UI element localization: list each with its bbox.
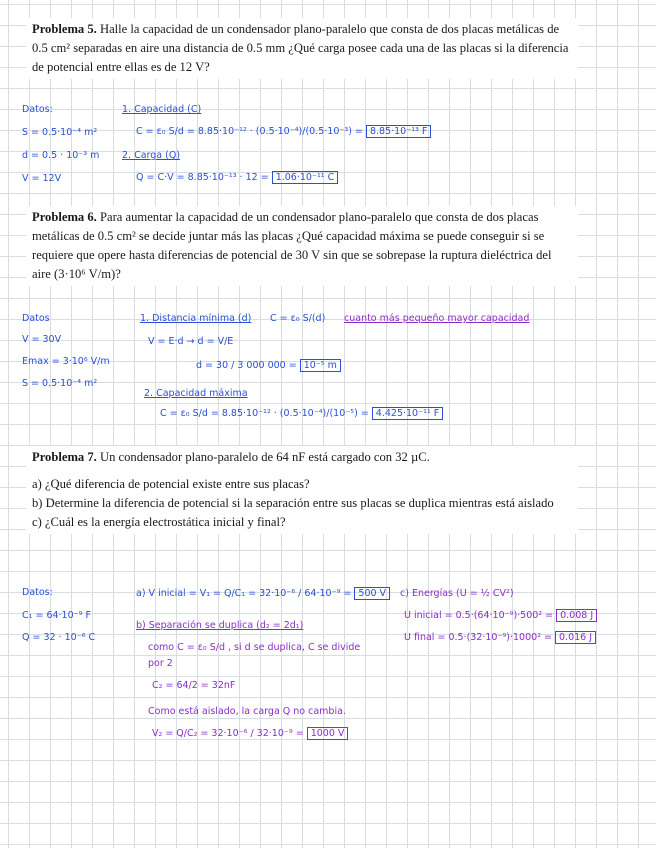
problem-5-text: Halle la capacidad de un condensador plano-paralelo que consta de dos placas metálicas de 0.5 cm² separadas en aire una distancia de 0.5 mm ¿Qué carga posee cada una de las placas si la diferencia de potencial entre ellas es de 12 V? [32, 22, 569, 74]
p7-a-formula-text: a) V inicial = V₁ = Q/C₁ = 32·10⁻⁶ / 64·10⁻⁹ = [136, 588, 352, 599]
problem-7-item-b: b) Determine la diferencia de potencial si la separación entre sus placas se duplica mientras está aislado [32, 496, 554, 510]
problem-6-text: Para aumentar la capacidad de un condensador plano-paralelo que consta de dos placas metálicas de 0.5 cm² se decide juntar más las placas ¿Qué capacidad máxima se puede conseguir si se requiere que opere hasta diferencias de potencial de 30 V sin que se sobrepase la ruptura dieléctrica del aire (3·10⁶ V/m)? [32, 210, 552, 281]
p7-b-result: 1000 V [307, 727, 349, 740]
p7-c-initial [404, 610, 597, 622]
p7-a-result: 500 V [354, 587, 390, 600]
p7-b-c2: C₂ = 64/2 = 32nF [152, 680, 236, 691]
p7-datos-label: Datos: [22, 587, 53, 598]
p6-step1-d [196, 360, 341, 372]
p5-step1-result: 8.85·10⁻¹³ F [366, 125, 431, 138]
p5-data-d: d = 0.5 · 10⁻³ m [22, 150, 100, 161]
p6-step2-formula [160, 408, 443, 420]
p6-step2-formula-text: C = ε₀ S/d = 8.85·10⁻¹² · (0.5·10⁻⁴)/(10⁻⁵) = [160, 408, 369, 419]
p6-step2-label: 2. Capacidad máxima [144, 388, 248, 399]
p6-step1-d-text: d = 30 / 3 000 000 = [196, 360, 297, 371]
p6-datos-label: Datos [22, 313, 50, 324]
problem-6-statement [26, 206, 578, 286]
problem-7-item-a: a) ¿Qué diferencia de potencial existe entre sus placas? [32, 477, 310, 491]
p5-step2-result: 1.06·10⁻¹¹ C [272, 171, 339, 184]
p5-datos-label: Datos: [22, 104, 53, 115]
p6-data-emax: Emax = 3·10⁶ V/m [22, 356, 110, 367]
p7-c-initial-result: 0.008 J [556, 609, 597, 622]
p6-step1-note: cuanto más pequeño mayor capacidad [344, 313, 530, 324]
p7-b-v2 [152, 728, 348, 740]
p6-step2-result: 4.425·10⁻¹¹ F [372, 407, 443, 420]
problem-7-text: Un condensador plano-paralelo de 64 nF está cargado con 32 µC. [99, 450, 430, 464]
p5-step1-formula [136, 126, 431, 138]
p5-step2-label: 2. Carga (Q) [122, 150, 181, 161]
p7-b-line2: por 2 [148, 658, 173, 669]
p6-data-v: V = 30V [22, 334, 62, 345]
p6-step1-formula: C = ε₀ S/(d) [270, 313, 326, 324]
p5-step2-formula [136, 172, 338, 184]
p5-step1-label: 1. Capacidad (C) [122, 104, 202, 115]
p7-b-line3: Como está aislado, la carga Q no cambia. [148, 706, 346, 717]
p7-c-final-text: U final = 0.5·(32·10⁻⁹)·1000² = [404, 632, 552, 643]
p5-data-s: S = 0.5·10⁻⁴ m² [22, 127, 98, 138]
problem-7-item-c: c) ¿Cuál es la energía electrostática inicial y final? [32, 515, 286, 529]
p7-c-label: c) Energías (U = ½ CV²) [400, 588, 514, 599]
p6-step1-label: 1. Distancia mínima (d) [140, 313, 252, 324]
problem-7-statement [26, 446, 578, 534]
problem-7-title: Problema 7. [32, 450, 97, 464]
problem-5-title: Problema 5. [32, 22, 97, 36]
p7-data-q: Q = 32 · 10⁻⁶ C [22, 632, 96, 643]
p6-step1-result: 10⁻⁵ m [300, 359, 341, 372]
p7-b-label: b) Separación se duplica (d₂ = 2d₁) [136, 620, 304, 631]
problem-5-statement [26, 18, 578, 79]
p7-a-formula [136, 588, 390, 600]
p6-step1-eq: V = E·d → d = V/E [148, 336, 234, 347]
problem-6-title: Problema 6. [32, 210, 97, 224]
p5-step2-formula-text: Q = C·V = 8.85·10⁻¹³ · 12 = [136, 172, 269, 183]
p5-step1-formula-text: C = ε₀ S/d = 8.85·10⁻¹² · (0.5·10⁻⁴)/(0.5·10⁻³) = [136, 126, 363, 137]
p7-c-final-result: 0.016 J [555, 631, 596, 644]
p7-c-final [404, 632, 596, 644]
p6-data-s: S = 0.5·10⁻⁴ m² [22, 378, 98, 389]
p7-data-c1: C₁ = 64·10⁻⁹ F [22, 610, 91, 621]
p7-c-initial-text: U inicial = 0.5·(64·10⁻⁹)·500² = [404, 610, 554, 621]
p7-b-v2-text: V₂ = Q/C₂ = 32·10⁻⁶ / 32·10⁻⁹ = [152, 728, 304, 739]
p7-b-line1: como C = ε₀ S/d , si d se duplica, C se divide [148, 642, 361, 653]
p5-data-v: V = 12V [22, 173, 62, 184]
